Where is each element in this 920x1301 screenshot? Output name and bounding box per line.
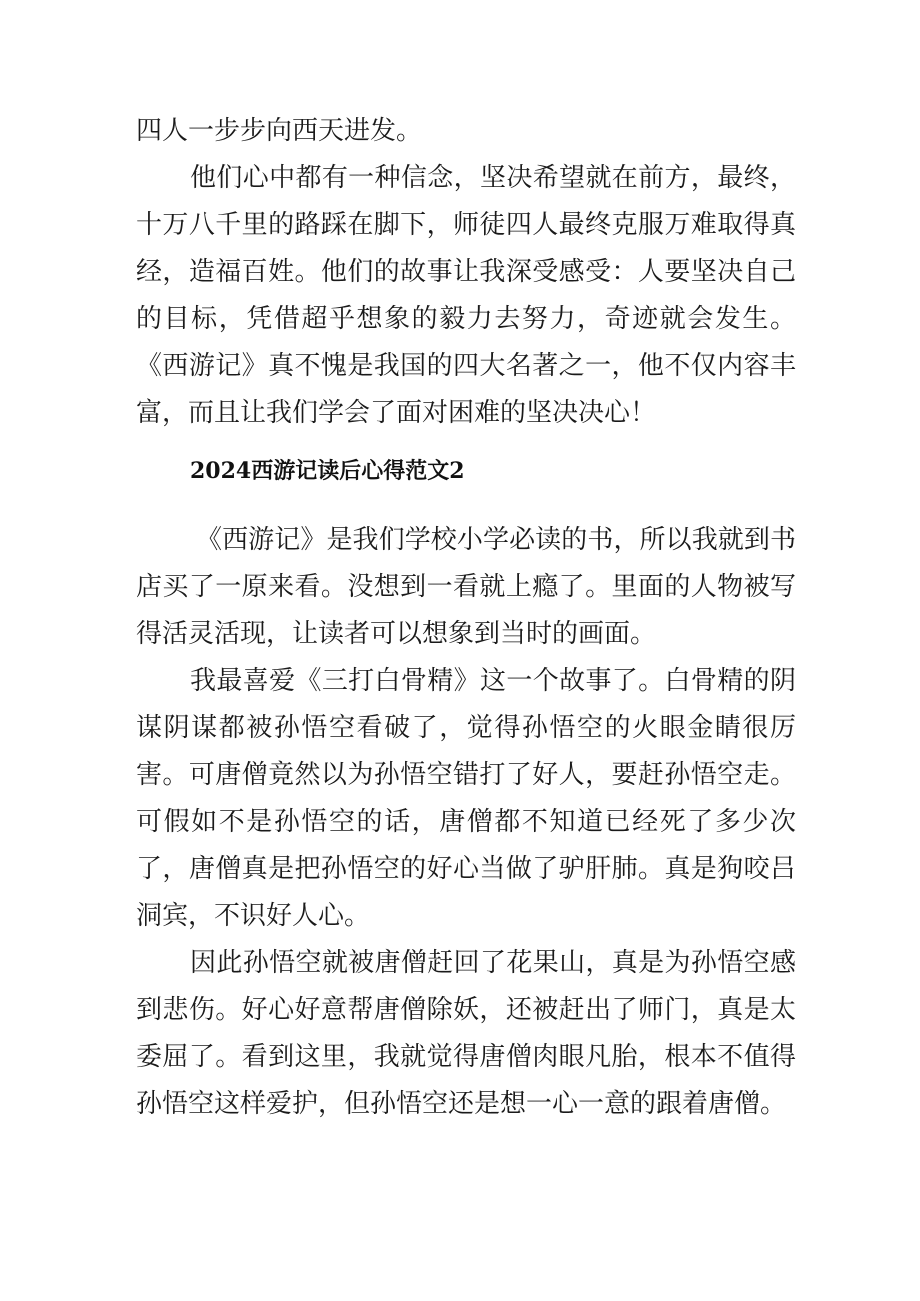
- paragraph-flower-fruit-mountain: 因此孙悟空就被唐僧赶回了花果山，真是为孙悟空感到悲伤。好心好意帮唐僧除妖，还被赶出了师门，真是太委屈了。看到这里，我就觉得唐僧肉眼凡胎，根本不值得孙悟空这样爱护，但孙悟空还是想一心一意的跟着唐僧。: [136, 948, 796, 1119]
- paragraph-belief: 他们心中都有一种信念，坚决希望就在前方，最终，十万八千里的路踩在脚下，师徒四人最终克服万难取得真经，造福百姓。他们的故事让我深受感受：人要坚决自己的目标，凭借超乎想象的毅力去努力，奇迹就会发生。《西游记》真不愧是我国的四大名著之一，他不仅内容丰富，而且让我们学会了面对困难的坚决决心！: [136, 163, 796, 428]
- paragraph-intro: 《西游记》是我们学校小学必读的书，所以我就到书店买了一原来看。没想到一看就上瘾了。里面的人物被写得活灵活现，让读者可以想象到当时的画面。: [136, 525, 796, 649]
- section-heading: 2024西游记读后心得范文2: [190, 458, 465, 484]
- paragraph-white-bone: 我最喜爱《三打白骨精》这一个故事了。白骨精的阴谋阴谋都被孙悟空看破了，觉得孙悟空的火眼金睛很厉害。可唐僧竟然以为孙悟空错打了好人，要赶孙悟空走。可假如不是孙悟空的话，唐僧都不知道已经死了多少次了，唐僧真是把孙悟空的好心当做了驴肝肺。真是狗咬吕洞宾，不识好人心。: [136, 666, 796, 931]
- paragraph-continuation: 四人一步步向西天进发。: [136, 116, 423, 146]
- document-body: [136, 108, 796, 1128]
